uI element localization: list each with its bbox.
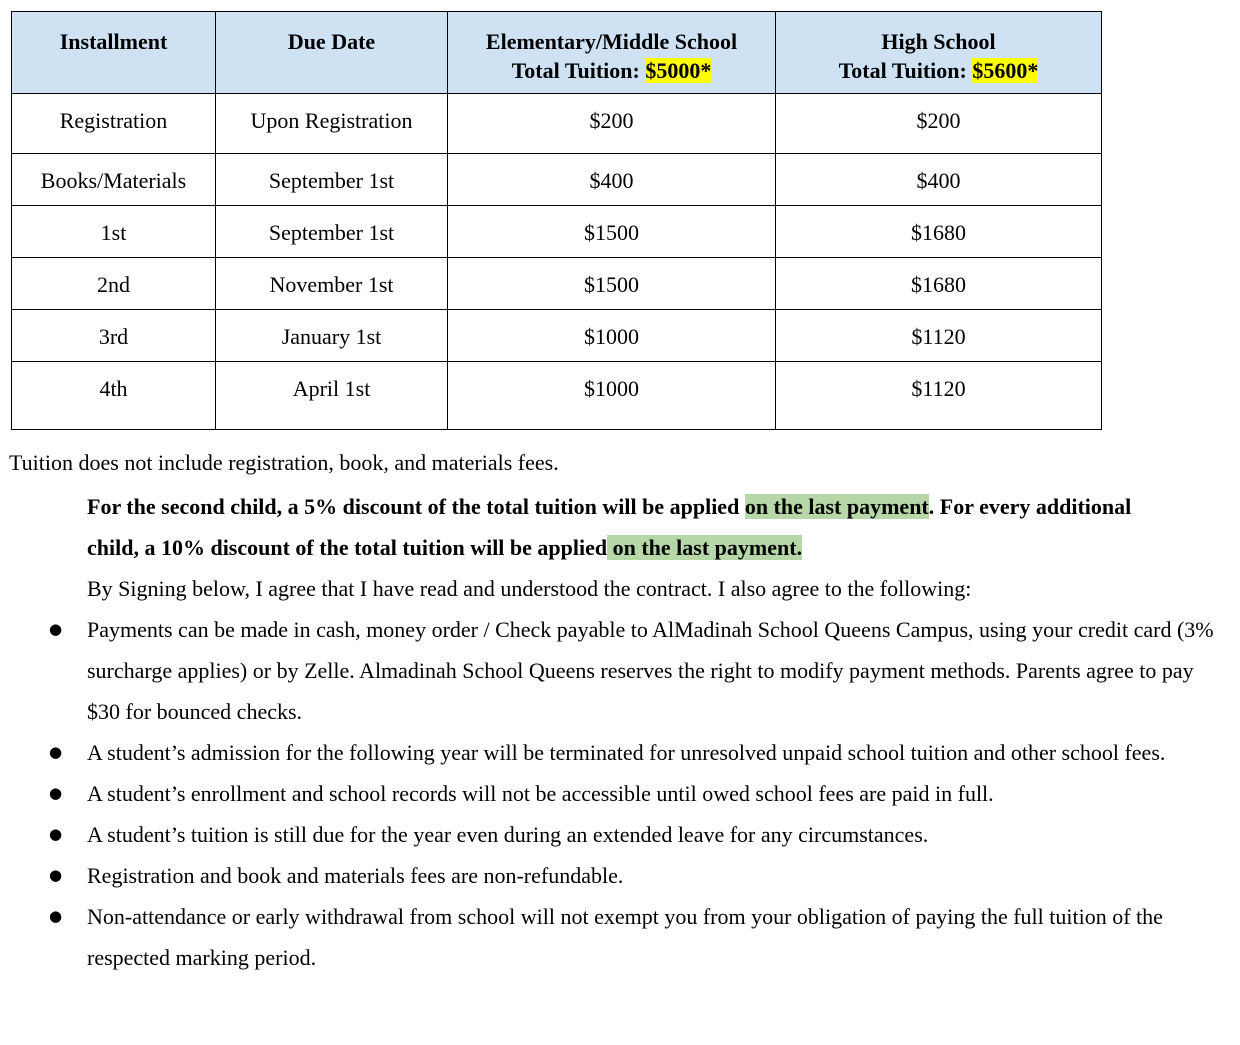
due-date-cell: September 1st [216, 154, 448, 206]
table-row [12, 206, 1102, 258]
high-school-amount-cell: $400 [776, 154, 1102, 206]
elementary-amount-cell: $1000 [448, 362, 776, 430]
due-date-cell: November 1st [216, 258, 448, 310]
installment-cell: 1st [12, 206, 216, 258]
table-row [12, 310, 1102, 362]
header-elementary-middle: Elementary/Middle School Total Tuition: $5000* [448, 12, 776, 94]
tuition-table [11, 11, 1102, 430]
list-item: ● Non-attendance or early withdrawal from school will not exempt you from your obligation of paying the full tuition of the respected marking period. [87, 896, 1227, 978]
discount-line-1: For the second child, a 5% discount of the total tuition will be applied on the last payment. For every additional [87, 494, 1132, 519]
agreement-statement: By Signing below, I agree that I have read and understood the contract. I also agree to the following: [87, 576, 972, 601]
installment-cell: 4th [12, 362, 216, 430]
elementary-amount-cell: $200 [448, 94, 776, 154]
due-date-cell: Upon Registration [216, 94, 448, 154]
elementary-amount-cell: $1500 [448, 206, 776, 258]
table-row [12, 154, 1102, 206]
header-due-date: Due Date [216, 12, 448, 94]
installment-cell: 2nd [12, 258, 216, 310]
list-item: ● Payments can be made in cash, money order / Check payable to AlMadinah School Queens Campus, using your credit card (3% surcharge applies) or by Zelle. Almadinah School Queens reserves the right to modify payment methods. Parents agree to pay $30 for bounced checks. [87, 609, 1227, 732]
high-school-amount-cell: $1120 [776, 362, 1102, 430]
discount-highlight-2: on the last payment. [607, 535, 803, 560]
list-item: ● Registration and book and materials fees are non-refundable. [87, 855, 1227, 896]
table-row [12, 94, 1102, 154]
elementary-amount-cell: $1000 [448, 310, 776, 362]
installment-cell: 3rd [12, 310, 216, 362]
list-item: ● A student’s tuition is still due for the year even during an extended leave for any circumstances. [87, 814, 1227, 855]
discount-line-2: child, a 10% discount of the total tuition will be applied on the last payment. [87, 535, 803, 560]
list-item: ● A student’s enrollment and school records will not be accessible until owed school fees are paid in full. [87, 773, 1227, 814]
terms-list [87, 609, 1227, 978]
elementary-amount-cell: $400 [448, 154, 776, 206]
due-date-cell: September 1st [216, 206, 448, 258]
elementary-total-tuition: $5000* [645, 58, 712, 83]
high-school-amount-cell: $200 [776, 94, 1102, 154]
high-school-total-tuition: $5600* [972, 58, 1039, 83]
installment-cell: Books/Materials [12, 154, 216, 206]
due-date-cell: April 1st [216, 362, 448, 430]
elementary-amount-cell: $1500 [448, 258, 776, 310]
due-date-cell: January 1st [216, 310, 448, 362]
discount-section [87, 486, 1227, 609]
high-school-amount-cell: $1120 [776, 310, 1102, 362]
header-installment: Installment [12, 12, 216, 94]
list-item: ● A student’s admission for the following year will be terminated for unresolved unpaid school tuition and other school fees. [87, 732, 1227, 773]
installment-cell: Registration [12, 94, 216, 154]
table-row [12, 258, 1102, 310]
high-school-amount-cell: $1680 [776, 206, 1102, 258]
tuition-note: Tuition does not include registration, book, and materials fees. [9, 450, 559, 475]
table-header-row [12, 12, 1102, 94]
header-high-school: High School Total Tuition: $5600* [776, 12, 1102, 94]
table-row [12, 362, 1102, 430]
high-school-amount-cell: $1680 [776, 258, 1102, 310]
discount-highlight-1: on the last payment [744, 494, 929, 519]
